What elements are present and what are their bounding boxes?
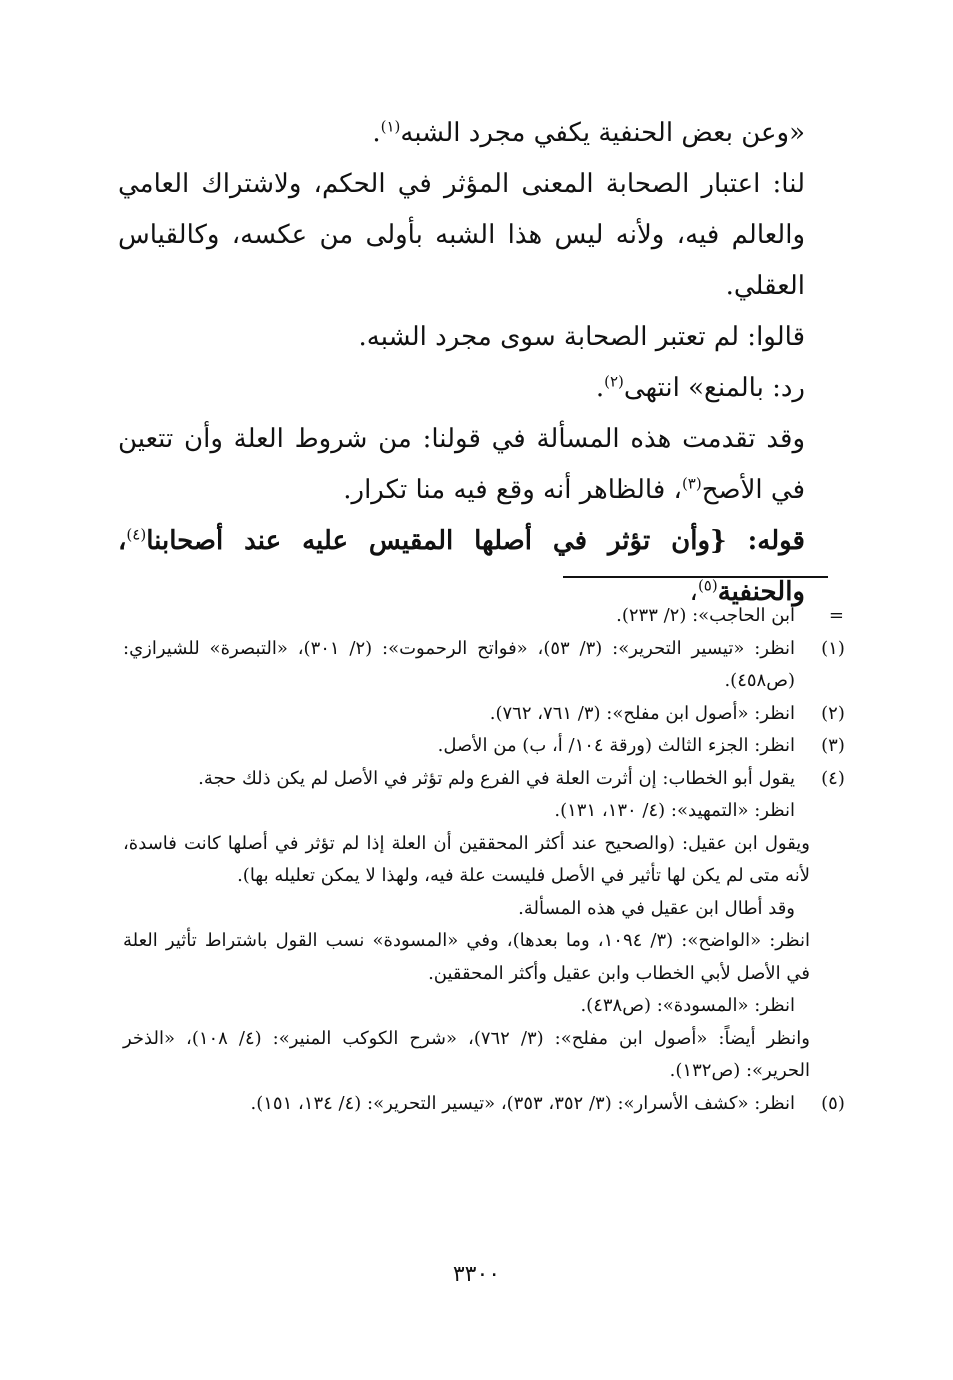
main-line-5: وقد تقدمت هذه المسألة في قولنا: من شروط العلة وأن تتعين في الأصح$^{(٣)}$، فالظاهر أنه وقع فيه منا تكرار.	[118, 424, 805, 505]
page-number: ٣٣٠٠	[452, 1262, 501, 1287]
footnote-2: (٢) انظر: «أصول ابن مفلح»: (٣/ ٧٦١، ٧٦٢).	[123, 698, 838, 731]
footnote-4-line: انظر: «الواضح»: (٣/ ١٠٩٤، وما بعدها)، وفي «المسودة» نسب القول باشتراط تأثير العلة في الأصل لأبي الخطاب وابن عقيل وأكثر المحققين.	[123, 930, 810, 984]
footnote-5: (٥) انظر: «كشف الأسرار»: (٣/ ٣٥٢، ٣٥٣)، «تيسير التحرير»: (٤/ ١٣٤، ١٥١).	[123, 1088, 838, 1121]
footnote-4-line: انظر: «المسودة»: (ص٤٣٨).	[580, 995, 795, 1016]
main-line-6: قوله: {وأن تؤثر في أصلها المقيس عليه عند أصحابنا$^{(٤)}$، والحنفية$^{(٥)}$،	[118, 525, 805, 607]
footnote-continuation: = ابن الحاجب»: (٢/ ٢٣٣).	[123, 600, 838, 633]
footnote-ref-5: (٥)	[697, 576, 718, 595]
footnote-4-line: وقد أطال ابن عقيل في هذه المسألة.	[518, 897, 795, 919]
main-line-3: قالوا: لم تعتبر الصحابة سوى مجرد الشبه.	[358, 322, 805, 352]
footnote-number: (٢)	[821, 702, 845, 724]
footnote-4-line: وانظر أيضاً: «أصول ابن مفلح»: (٣/ ٧٦٢)، «شرح الكوكب المنير»: (٤/ ١٠٨)، «الذخر الحرير»: (ص١٣٢).	[123, 1027, 810, 1081]
main-line-2: لنا: اعتبار الصحابة المعنى المؤثر في الحكم، ولاشتراك العامي والعالم فيه، ولأنه ليس هذا الشبه بأولى من عكسه، وكالقياس العقلي.	[118, 169, 805, 301]
footnote-4: (٤) يقول أبو الخطاب: إن أثرت العلة في الفرع ولم تؤثر في الأصل لم يكن ذلك حجة.	[123, 763, 838, 796]
footnote-4-line: انظر: «التمهيد»: (٤/ ١٣٠، ١٣١).	[554, 800, 795, 821]
footnote-separator	[563, 576, 828, 578]
main-line-4: رد: بالمنع» انتهى$^{(٢)}$.	[595, 372, 805, 403]
footnote-number: (٤)	[821, 767, 845, 789]
footnote-3: (٣) انظر: الجزء الثالث (ورقة ١٠٤/ أ، ب) من الأصل.	[123, 730, 838, 763]
footnote-number: (٣)	[821, 735, 845, 756]
footnote-ref-1: (١)	[380, 117, 401, 136]
footnotes	[123, 600, 845, 1120]
footnote-ref-2: (٢)	[604, 372, 624, 391]
footnote-number: (٥)	[821, 1092, 845, 1114]
footnote-1: (١) انظر: «تيسير التحرير»: (٣/ ٥٣)، «فواتح الرحموت»: (٢/ ٣٠١)، «التبصرة» للشيرازي: (ص٤٥٨).	[123, 633, 838, 698]
footnote-ref-3: (٣)	[681, 474, 702, 493]
footnote-4-line: ويقول ابن عقيل: (والصحيح عند أكثر المحققين أن العلة إذا لم تؤثر في أصلها كانت فاسدة، لأنه متى لم يكن لها تأثير في الأصل فليست علة فيه، ولهذا لا يمكن تعليله بها).	[123, 832, 810, 886]
continuation-mark: =	[828, 605, 844, 626]
main-text	[118, 108, 833, 618]
footnote-ref-4: (٤)	[126, 525, 147, 544]
footnote-number: (١)	[821, 637, 845, 659]
main-line-1: «وعن بعض الحنفية يكفي مجرد الشبه$^{(١)}$.	[372, 117, 805, 148]
